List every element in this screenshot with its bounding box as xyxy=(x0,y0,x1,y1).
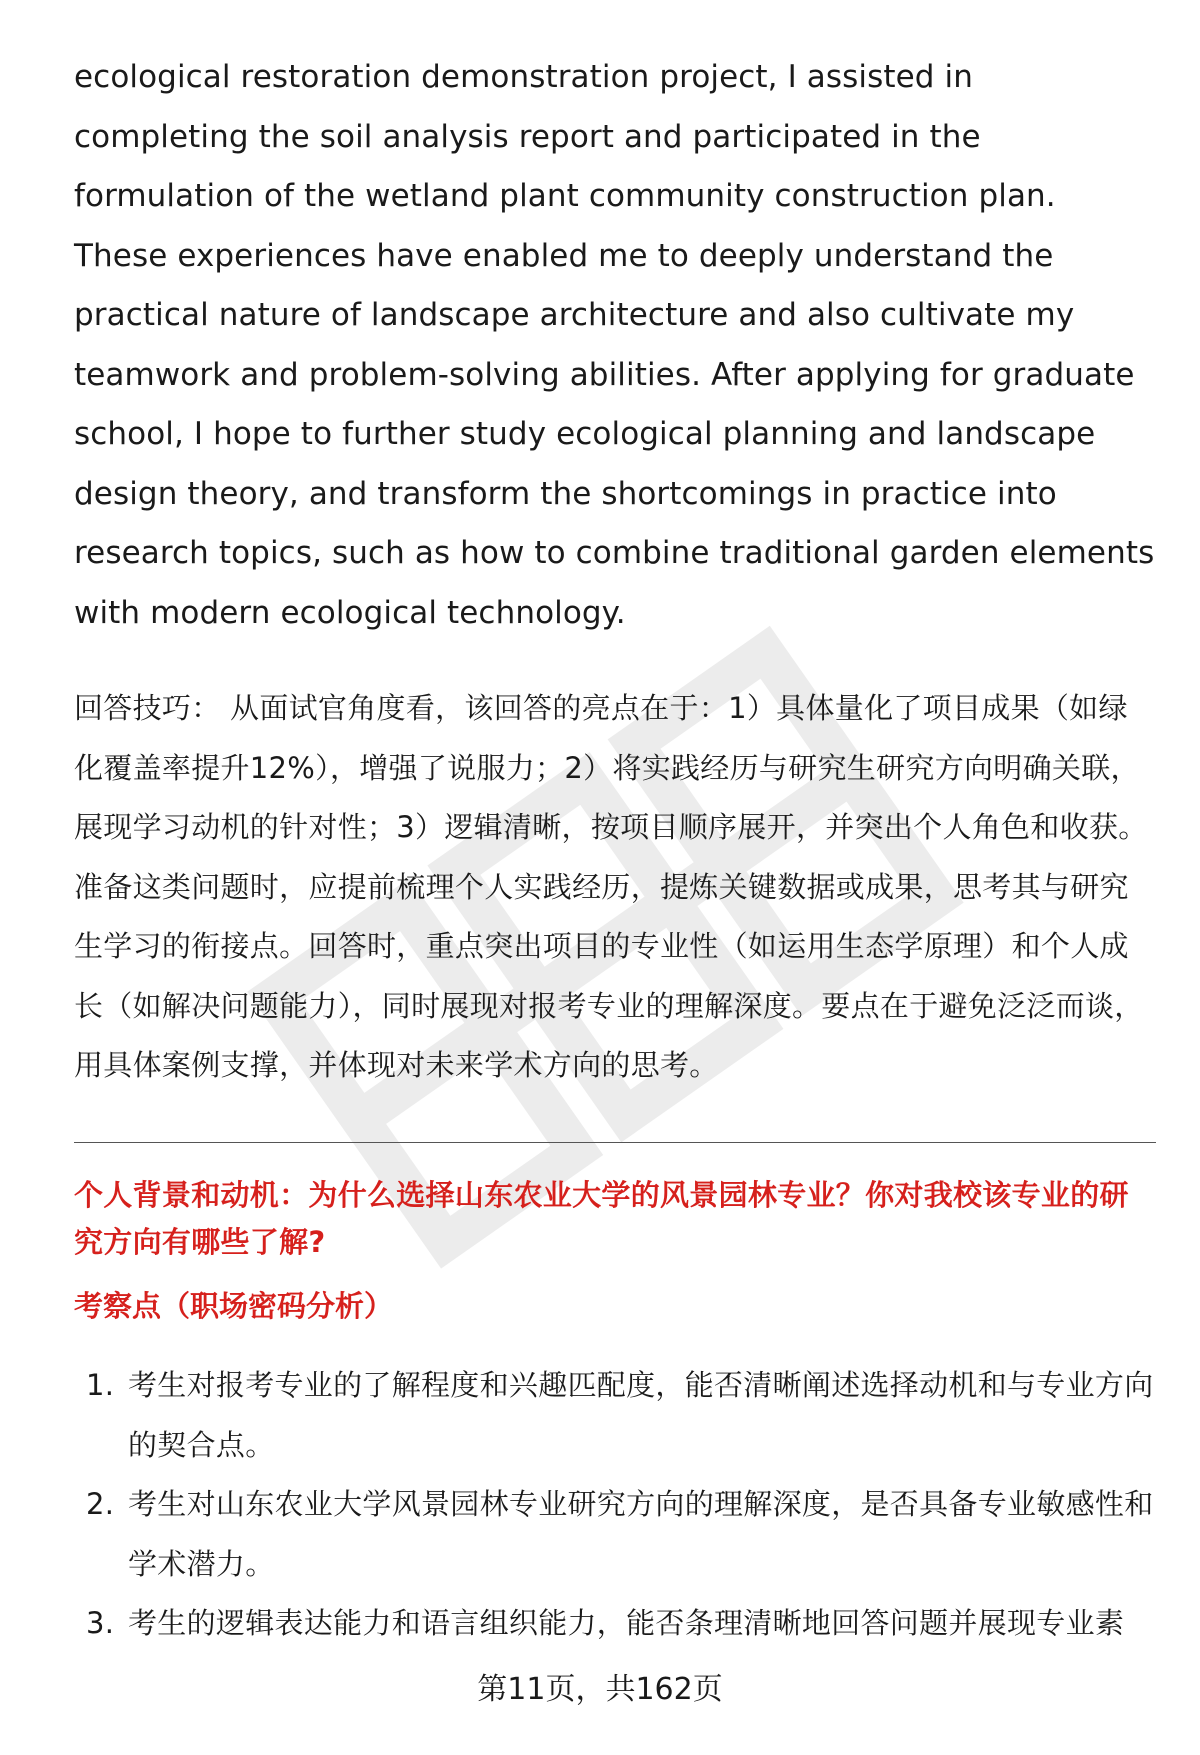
list-item xyxy=(74,1475,1156,1594)
answer-tips-paragraph: 回答技巧： 从面试官角度看，该回答的亮点在于：1）具体量化了项目成果（如绿化覆盖率提升12%），增强了说服力；2）将实践经历与研究生研究方向明确关联，展现学习动机的针对性；3）逻辑清晰，按项目顺序展开，并突出个人角色和收获。 xyxy=(74,691,1148,844)
question-heading: 个人背景和动机：为什么选择山东农业大学的风景园林专业？你对我校该专业的研究方向有哪些了解? xyxy=(74,1178,1129,1259)
section-divider xyxy=(74,1142,1156,1143)
page-footer: 第11页，共162页 xyxy=(477,1672,723,1707)
list-item-text: 考生对山东农业大学风景园林专业研究方向的理解深度，是否具备专业敏感性和学术潜力。 xyxy=(128,1487,1154,1581)
list-item-text: 考生的逻辑表达能力和语言组织能力，能否条理清晰地回答问题并展现专业素 xyxy=(128,1606,1125,1640)
list-item-number: 3. xyxy=(86,1606,115,1640)
exam-points-list xyxy=(74,1356,1156,1654)
list-item-number: 2. xyxy=(86,1487,115,1521)
list-item xyxy=(74,1356,1156,1475)
page-body xyxy=(74,48,1156,1096)
list-item-text: 考生对报考专业的了解程度和兴趣匹配度，能否清晰阐述选择动机和与专业方向的契合点。 xyxy=(128,1368,1154,1462)
list-item-number: 1. xyxy=(86,1368,115,1402)
preparation-advice-paragraph: 准备这类问题时，应提前梳理个人实践经历，提炼关键数据或成果，思考其与研究生学习的衔接点。回答时，重点突出项目的专业性（如运用生态学原理）和个人成长（如解决问题能力），同时展现对报考专业的理解深度。要点在于避免泛泛而谈，用具体案例支撑，并体现对未来学术方向的思考。 xyxy=(74,869,1144,1082)
list-item xyxy=(74,1594,1156,1654)
exam-points-heading: 考察点（职场密码分析） xyxy=(74,1289,394,1323)
english-answer-paragraph: ecological restoration demonstration project, I assisted in completing the soil analysis report and participated in the formulation of the wetland plant community construction plan. These experiences have enabled me to deeply understand the practical nature of landscape architecture and also cultivate my teamwork and problem-solving abilities. After applying for graduate school, I hope to further study ecological planning and landscape design theory, and transform the shortcomings in practice into research topics, such as how to combine traditional garden elements with modern ecological technology. xyxy=(74,59,1155,631)
